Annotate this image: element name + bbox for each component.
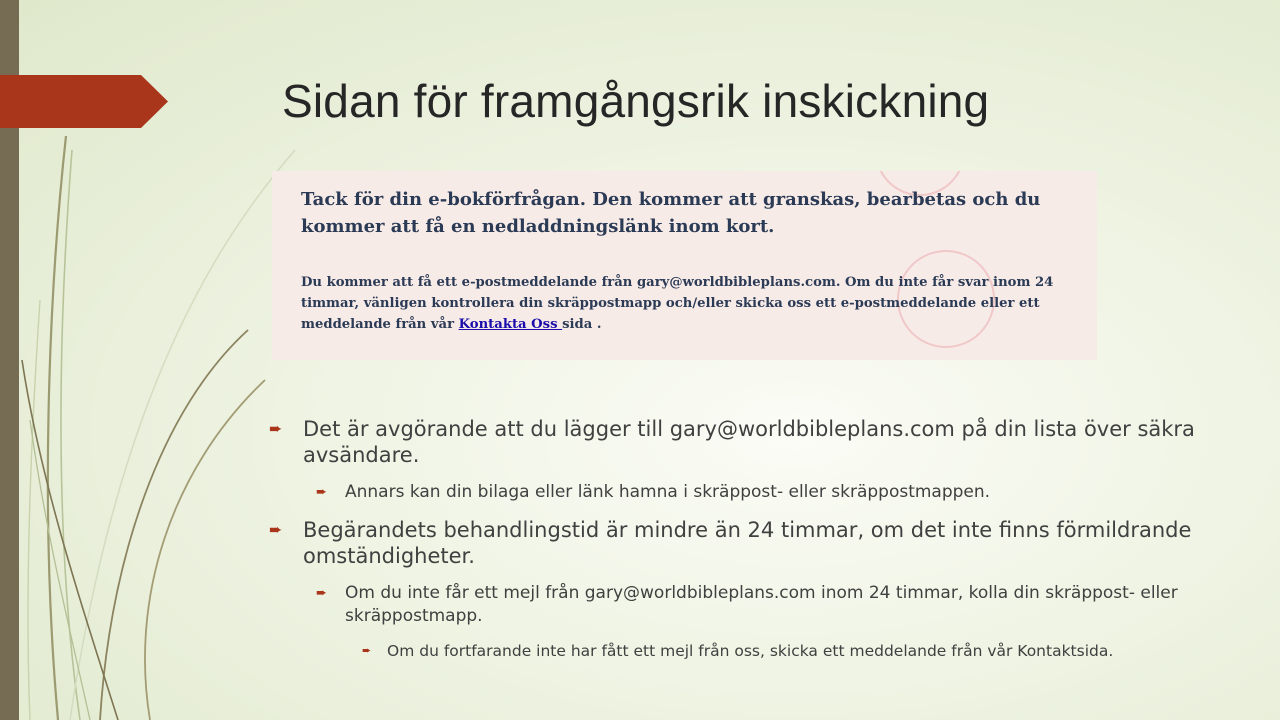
message-text: Du kommer att få ett e-postmeddelande från gary@worldbibleplans.com. Om du inte får svar inom 24 timmar, vänligen kontrollera din skräppostmapp och/eller skicka oss ett e-postmeddelande eller ett meddelande från vår	[301, 275, 1054, 332]
confirmation-heading: Tack för din e-bokförfrågan. Den kommer att granskas, bearbetas och du kommer att få en nedladdningslänk inom kort.	[301, 189, 1041, 237]
contact-us-link[interactable]: Kontakta Oss	[458, 317, 563, 332]
bullet-text: Annars kan din bilaga eller länk hamna i skräppost- eller skräppostmappen.	[345, 482, 991, 502]
confirmation-message	[301, 272, 1091, 335]
bullet-text: Det är avgörande att du lägger till gary@worldbibleplans.com på din lista över säkra avsändare.	[303, 417, 1195, 467]
arrow-bullet-icon: ➨	[269, 419, 283, 438]
bullet-text: Om du inte får ett mejl från gary@worldbibleplans.com inom 24 timmar, kolla din skräppost- eller skräppostmapp.	[345, 583, 1178, 626]
arrow-bullet-icon: ➨	[269, 520, 283, 539]
bullet-text: Om du fortfarande inte har fått ett mejl från oss, skicka ett meddelande från vår Kontaktsida.	[387, 642, 1114, 660]
bullet-item	[316, 481, 1205, 504]
message-text-end: sida .	[562, 317, 602, 332]
arrow-bullet-icon: ➨	[316, 485, 327, 500]
bullet-item	[269, 416, 1203, 468]
bullet-item	[269, 517, 1203, 569]
arrow-bullet-icon: ➨	[362, 644, 372, 657]
bullet-item	[316, 582, 1205, 628]
bullet-text: Begärandets behandlingstid är mindre än 24 timmar, om det inte finns förmildrande omständigheter.	[303, 518, 1192, 568]
bullet-item	[362, 641, 1167, 661]
title-accent-arrow	[0, 75, 168, 128]
page-title: Sidan för framgångsrik inskickning	[282, 75, 990, 127]
arrow-bullet-icon: ➨	[316, 586, 327, 601]
confirmation-screenshot	[272, 171, 1097, 360]
